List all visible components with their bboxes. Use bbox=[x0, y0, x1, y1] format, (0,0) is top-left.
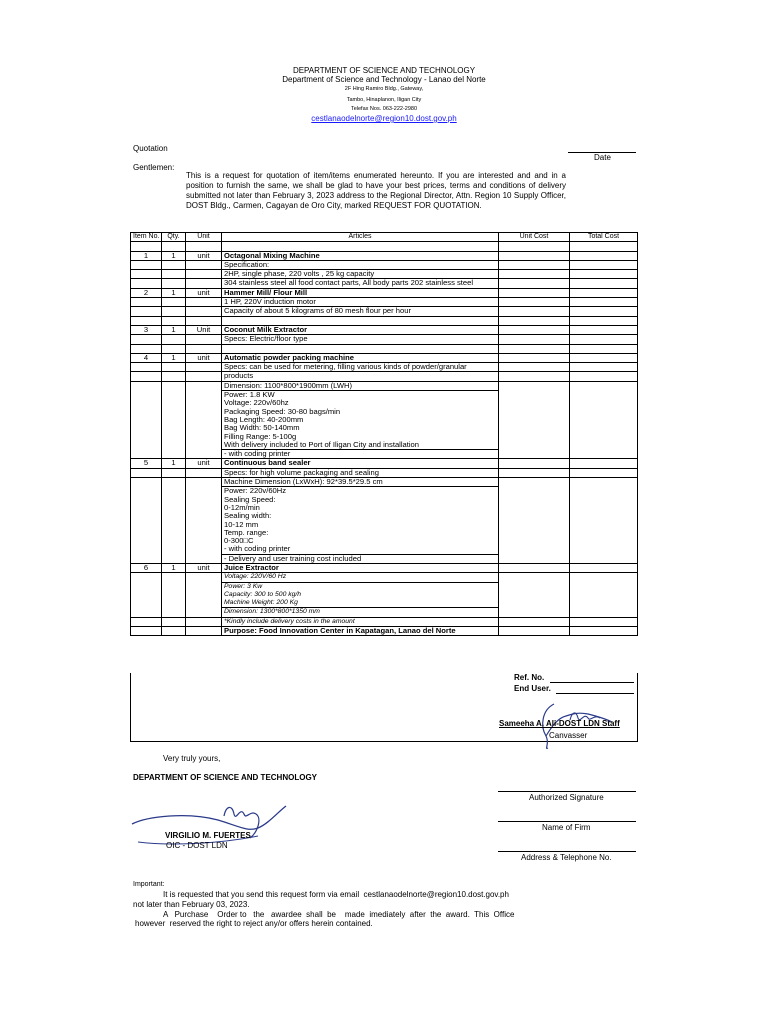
canvasser-name: Sameeha A. Ali-DOST LDN Staff bbox=[499, 719, 620, 728]
ref-no-line bbox=[550, 682, 634, 683]
table-row: 2 1 unit Hammer Mill/ Flour Mill bbox=[131, 288, 638, 297]
item-name: Coconut Milk Extractor bbox=[222, 325, 499, 334]
unit-cost-cell[interactable] bbox=[499, 459, 570, 468]
quotation-table: Item No. Qty. Unit Articles Unit Cost Total Cost 1 1 unit Octagonal Mixing Machine Specification: 2HP, single phase, 220 volts , 25 kg capacity 304 stainless steel all food contact parts, All body parts 202 stainless steel 2 1 unit Hammer Mill/ Flour Mill 1 HP, 220V induction motor Capacity of about 5 kilograms of 80 mesh flour per hour 3 1 Unit Coconut Milk Extractor Specs: Electric/floor type 4 1 unit Automatic powder packing machine Specs: can be used for metering, filling various kinds of powder/granular products Dimension: 1100*800*1900mm (LWH) Power: 1.8 KW Voltage: 220v/60hz Packaging Speed: 30-80 bags/min Bag Length: 40-200mm Bag Width: 50-140mm Filling Range: 5-100g With delivery included to Port of Iligan City and installation - with coding printer 5 1 unit Continuous band sealer Specs: for high volume packaging and sealing Machine Dimension (LxWxH): 92*39.5*29.5 cm Power: 220v/60Hz Sealing Speed: 0-12m/min Sealing width: 10-12 mm Temp. range: 0-300□C - with coding printer - Delivery and user training cost included 6 1 unit Juice Extractor Voltage: 220V/60 Hz Power: 3 Kw Capacity: 300 to 500 kg/h Machine Weight: 200 Kg Dimension: 1300*800*1350 mm *Kindly include delivery costs in the amount Purpose: Food Innovation Center in Kapatagan, Lanao del Norte bbox=[130, 232, 638, 636]
item-name: Continuous band sealer bbox=[222, 459, 499, 468]
important-label: Important: bbox=[133, 881, 165, 888]
quotation-label: Quotation bbox=[133, 144, 168, 153]
important-line-4: however reserved the right to reject any/or offers herein contained. bbox=[135, 919, 373, 928]
total-cost-cell[interactable] bbox=[570, 563, 638, 572]
header-office: Department of Science and Technology - Lanao del Norte bbox=[282, 75, 486, 84]
important-line-1: It is requested that you send this request form via email cestlanaodelnorte@region10.dost.gov.ph bbox=[163, 890, 509, 899]
unit-cost-cell[interactable] bbox=[499, 563, 570, 572]
unit-cost-cell[interactable] bbox=[499, 325, 570, 334]
authorized-signature-label: Authorized Signature bbox=[529, 793, 604, 802]
col-unit: Unit bbox=[186, 233, 222, 242]
purpose-line: Purpose: Food Innovation Center in Kapatagan, Lanao del Norte bbox=[222, 627, 499, 636]
col-total-cost: Total Cost bbox=[570, 233, 638, 242]
delivery-note: *Kindly include delivery costs in the amount bbox=[222, 617, 499, 626]
end-user-label: End User. bbox=[514, 684, 551, 693]
col-item-no: Item No. bbox=[131, 233, 162, 242]
authorized-signature-line bbox=[498, 791, 636, 792]
table-row: 5 1 unit Continuous band sealer bbox=[131, 459, 638, 468]
header-address-1: 2F Hing Ramiro Bldg., Gateway, bbox=[344, 86, 424, 92]
firm-line bbox=[498, 821, 636, 822]
total-cost-cell[interactable] bbox=[570, 251, 638, 260]
firm-label: Name of Firm bbox=[542, 823, 591, 832]
address-label: Address & Telephone No. bbox=[521, 853, 612, 862]
col-unit-cost: Unit Cost bbox=[499, 233, 570, 242]
gentlemen-label: Gentlemen: bbox=[133, 163, 175, 172]
table-row: 1 1 unit Octagonal Mixing Machine bbox=[131, 251, 638, 260]
total-cost-cell[interactable] bbox=[570, 459, 638, 468]
col-qty: Qty. bbox=[162, 233, 186, 242]
end-user-line bbox=[556, 693, 634, 694]
col-articles: Articles bbox=[222, 233, 499, 242]
address-line bbox=[498, 851, 636, 852]
table-row: 4 1 unit Automatic powder packing machine bbox=[131, 353, 638, 362]
item-name: Hammer Mill/ Flour Mill bbox=[222, 288, 499, 297]
request-paragraph: This is a request for quotation of item/items enumerated hereunto. If you are interested and and in a position to furnish the same, we shall be glad to have your best prices, terms and conditions of delivery submitted not later than February 3, 2023 address to the Regional Director, Attn. Region 10 Supply Officer, DOST Bldg., Carmen, Cagayan de Oro City, marked REQUEST FOR QUOTATION. bbox=[186, 171, 566, 210]
table-header-row bbox=[131, 233, 638, 242]
table-row: 3 1 Unit Coconut Milk Extractor bbox=[131, 325, 638, 334]
total-cost-cell[interactable] bbox=[570, 325, 638, 334]
header-dept: DEPARTMENT OF SCIENCE AND TECHNOLOGY bbox=[292, 66, 476, 75]
signatory-name: VIRGILIO M. FUERTES bbox=[165, 831, 251, 840]
important-line-2: not later than February 03, 2023. bbox=[133, 900, 250, 909]
item-name: Octagonal Mixing Machine bbox=[222, 251, 499, 260]
important-line-3: A Purchase Order to the awardee shall be made imediately after the award. This Office bbox=[163, 910, 515, 919]
signatory-title: OIC - DOST LDN bbox=[166, 841, 228, 850]
table-row: 6 1 unit Juice Extractor bbox=[131, 563, 638, 572]
header-address-2: Tambo, Hinaplanon, Iligan City bbox=[346, 97, 422, 103]
header-phone: Telefax Nos. 063-222-2980 bbox=[350, 106, 418, 112]
unit-cost-cell[interactable] bbox=[499, 251, 570, 260]
unit-cost-cell[interactable] bbox=[499, 288, 570, 297]
total-cost-cell[interactable] bbox=[570, 288, 638, 297]
total-cost-cell[interactable] bbox=[570, 353, 638, 362]
very-truly-yours: Very truly yours, bbox=[163, 754, 221, 763]
ref-no-label: Ref. No. bbox=[514, 673, 545, 682]
item-name: Juice Extractor bbox=[222, 563, 499, 572]
header-email-link[interactable]: cestlanaodelnorte@region10.dost.gov.ph bbox=[311, 114, 457, 123]
canvasser-label: Canvasser bbox=[549, 731, 588, 740]
item-name: Automatic powder packing machine bbox=[222, 353, 499, 362]
unit-cost-cell[interactable] bbox=[499, 353, 570, 362]
date-label: Date bbox=[594, 153, 611, 162]
closing-dept: DEPARTMENT OF SCIENCE AND TECHNOLOGY bbox=[133, 773, 318, 782]
